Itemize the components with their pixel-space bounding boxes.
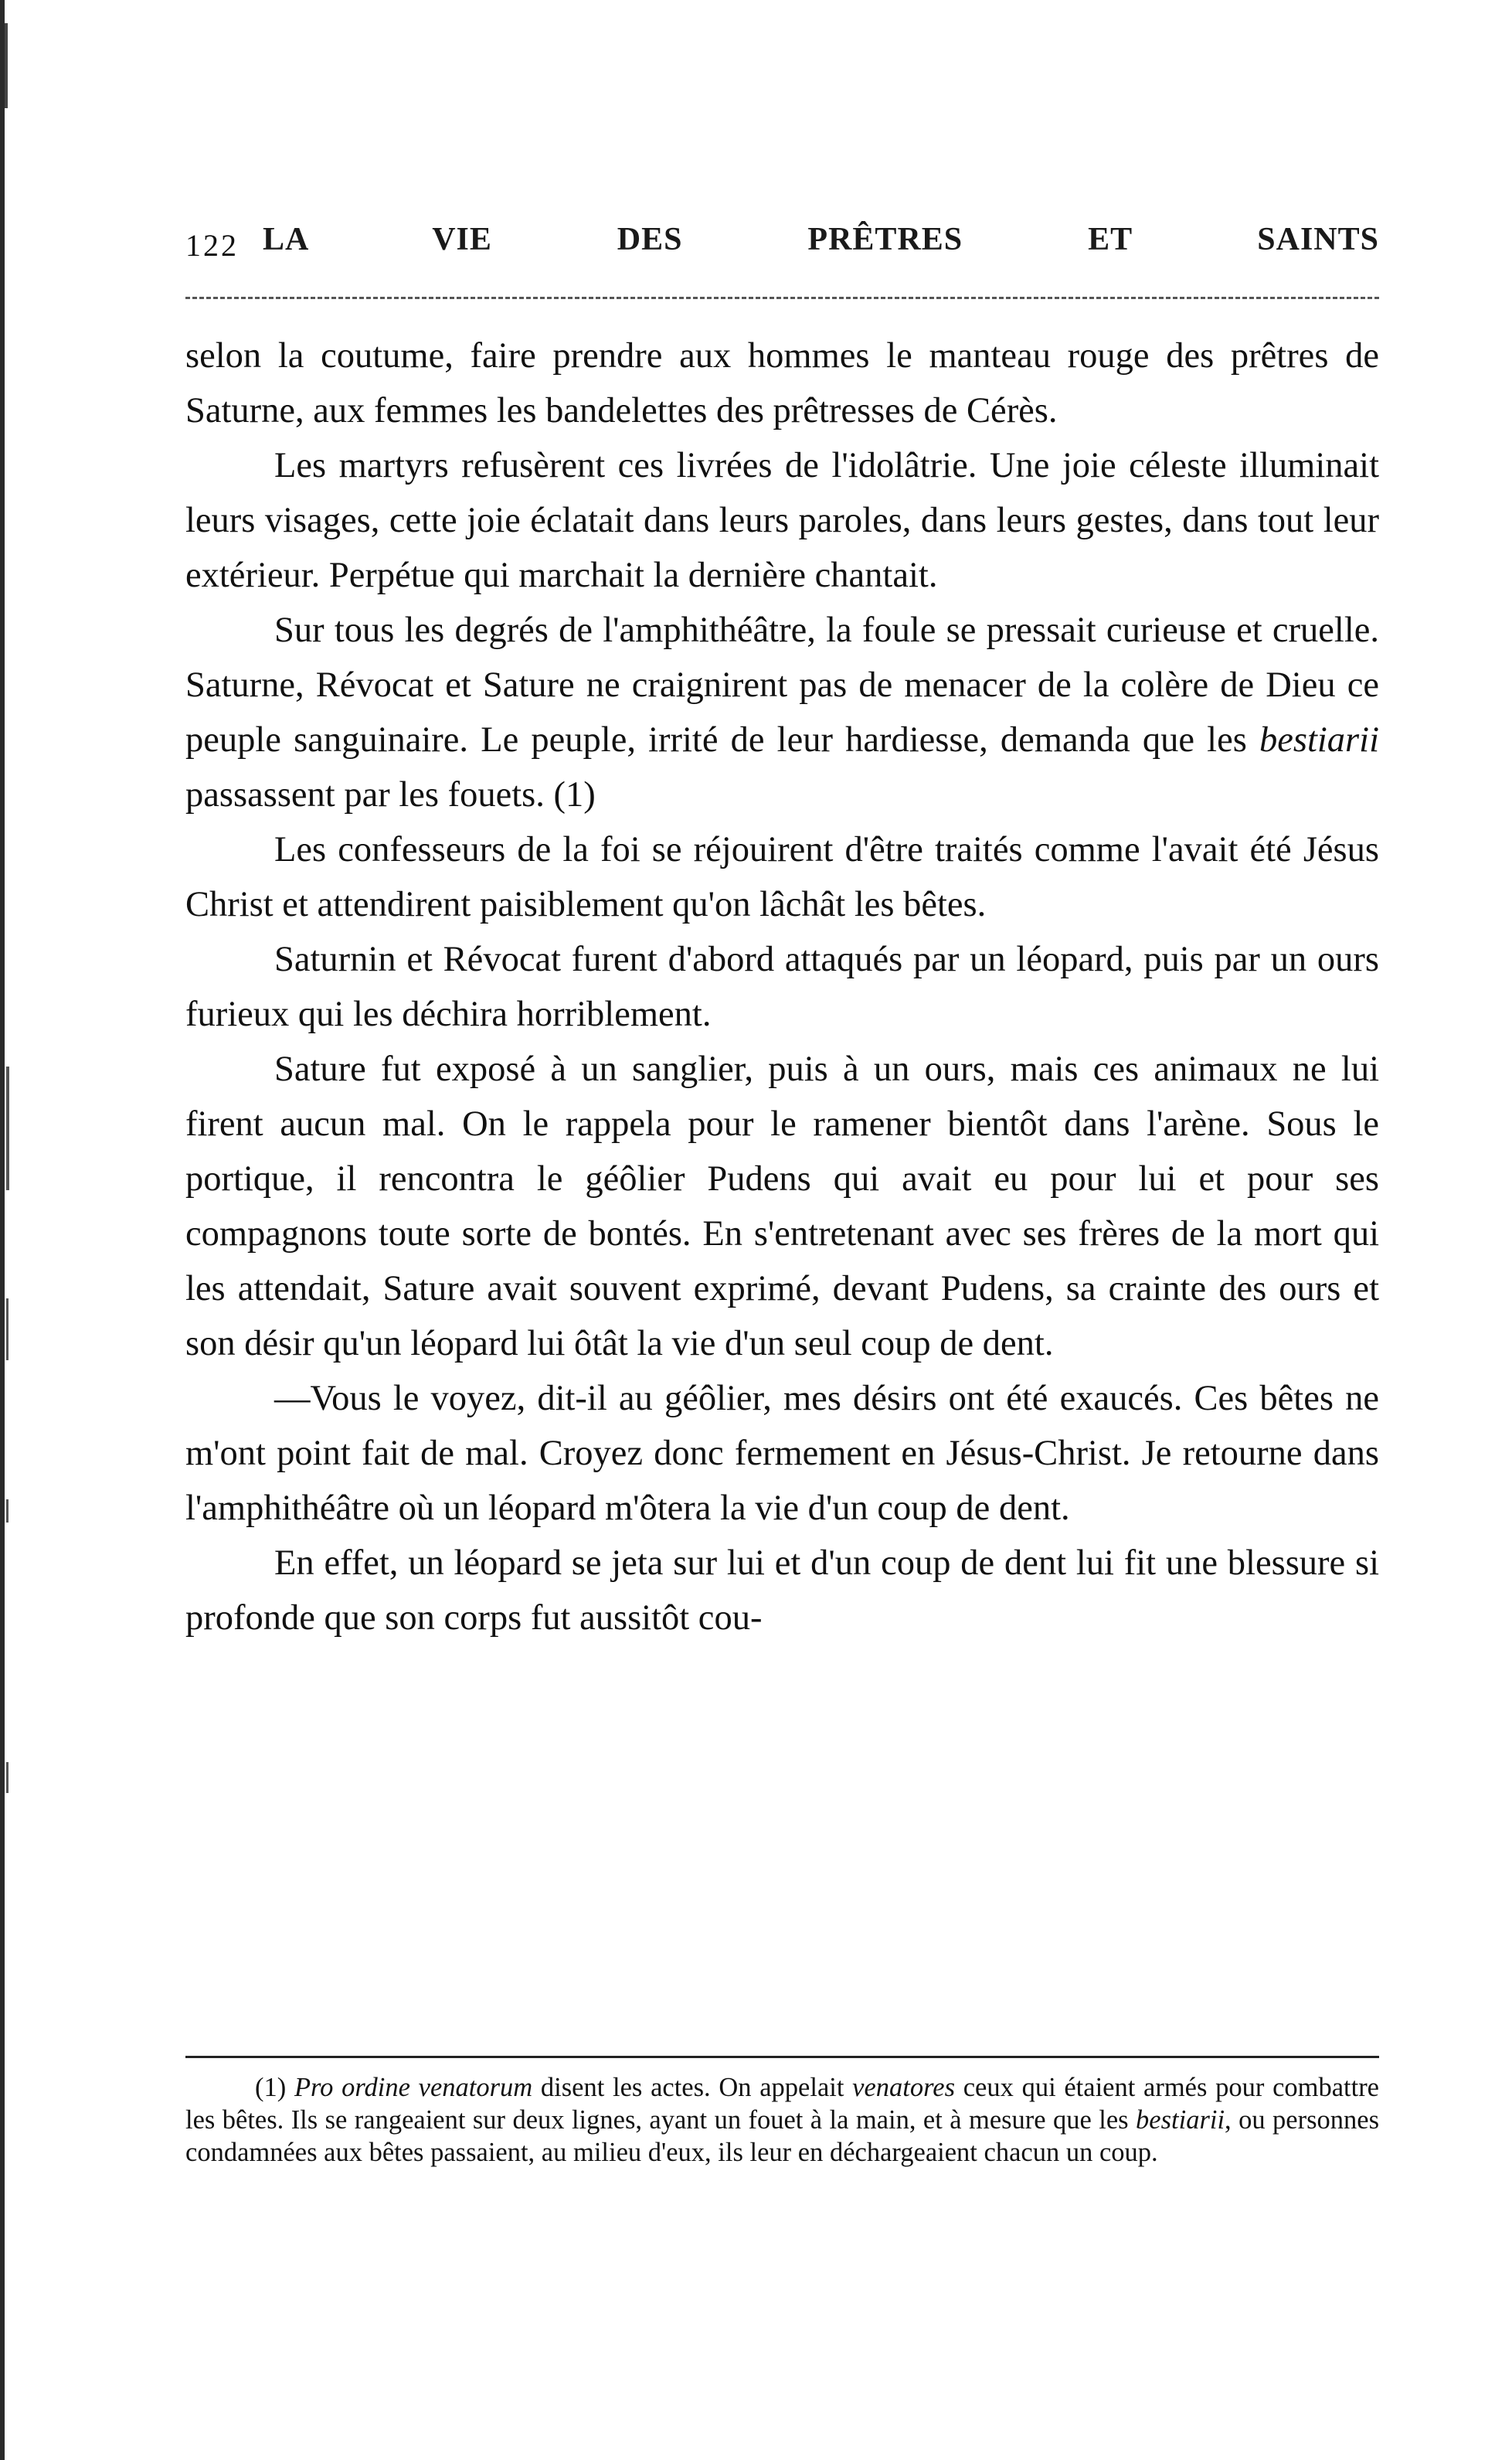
body-text xyxy=(185,328,1379,1645)
paragraph: Sature fut exposé à un sanglier, puis à un ours, mais ces animaux ne lui firent aucun mal. On le rappela pour le ramener bientôt dans l'arène. Sous le portique, il rencontra le géôlier Pudens qui avait eu pour lui et pour ses compagnons toute sorte de bontés. En s'entretenant avec ses frères de la mort qui les attendait, Sature avait souvent exprimé, devant Pudens, sa crainte des ours et son désir qu'un léopard lui ôtât la vie d'un seul coup de dent. xyxy=(185,1050,1379,1363)
italic-term: bestiarii xyxy=(1259,720,1379,760)
page-number: 122 xyxy=(185,228,239,263)
header-rule xyxy=(185,297,1379,299)
paragraph: Les martyrs refusèrent ces livrées de l'idolâtrie. Une joie céleste illuminait leurs visages, cette joie éclatait dans leurs paroles, dans leurs gestes, dans tout leur extérieur. Perpétue qui marchait la dernière chantait. xyxy=(185,446,1379,595)
text-run: ceux qui étaient armés pour combattre les bêtes. Ils se rangeaient sur deux lignes, ayant un fouet à la main, et à mesure que les xyxy=(185,2073,1379,2135)
page-edge-marks xyxy=(0,0,23,2460)
paragraph xyxy=(185,603,1379,822)
italic-term: bestiarii xyxy=(1136,2105,1225,2135)
page-header xyxy=(185,216,1379,278)
text-run: passassent par les fouets. (1) xyxy=(185,775,596,815)
text-run: Sur tous les degrés de l'amphithéâtre, la foule se pressait curieuse et cruelle. Saturne, Révocat et Sature ne craignirent pas de menacer de la colère de Dieu ce peuple sanguinaire. Le peuple, irrité de leur hardiesse, demanda que les xyxy=(185,611,1379,760)
footnote xyxy=(185,2071,1379,2169)
paragraph: —Vous le voyez, dit-il au géôlier, mes désirs ont été exaucés. Ces bêtes ne m'ont point fait de mal. Croyez donc fermement en Jésus-Christ. Je retourne dans l'amphithéâtre où un léopard m'ôtera la vie d'un coup de dent. xyxy=(185,1379,1379,1528)
paragraph: En effet, un léopard se jeta sur lui et d'un coup de dent lui fit une blessure si profonde que son corps fut aussitôt cou- xyxy=(185,1543,1379,1638)
italic-term: Pro ordine venatorum xyxy=(294,2073,533,2102)
text-run: disent les actes. On appelait xyxy=(532,2073,853,2102)
paragraph: Les confesseurs de la foi se réjouirent d'être traités comme l'avait été Jésus Christ et attendirent paisiblement qu'on lâchât les bêtes. xyxy=(185,830,1379,924)
paragraph: selon la coutume, faire prendre aux hommes le manteau rouge des prêtres de Saturne, aux femmes les bandelettes des prêtresses de Cérès. xyxy=(185,336,1379,430)
text-run: , ou personnes condamnées aux bêtes passaient, au milieu d'eux, ils leur en déchargeaient chacun un coup. xyxy=(185,2105,1379,2167)
paragraph: Saturnin et Révocat furent d'abord attaqués par un léopard, puis par un ours furieux qui les déchira horriblement. xyxy=(185,940,1379,1034)
footnote-marker: (1) xyxy=(255,2073,287,2102)
running-title: LA VIE DES PRÊTRES ET SAINTS xyxy=(263,222,1379,257)
footnote-rule xyxy=(185,2056,1379,2058)
italic-term: venatores xyxy=(852,2073,956,2102)
